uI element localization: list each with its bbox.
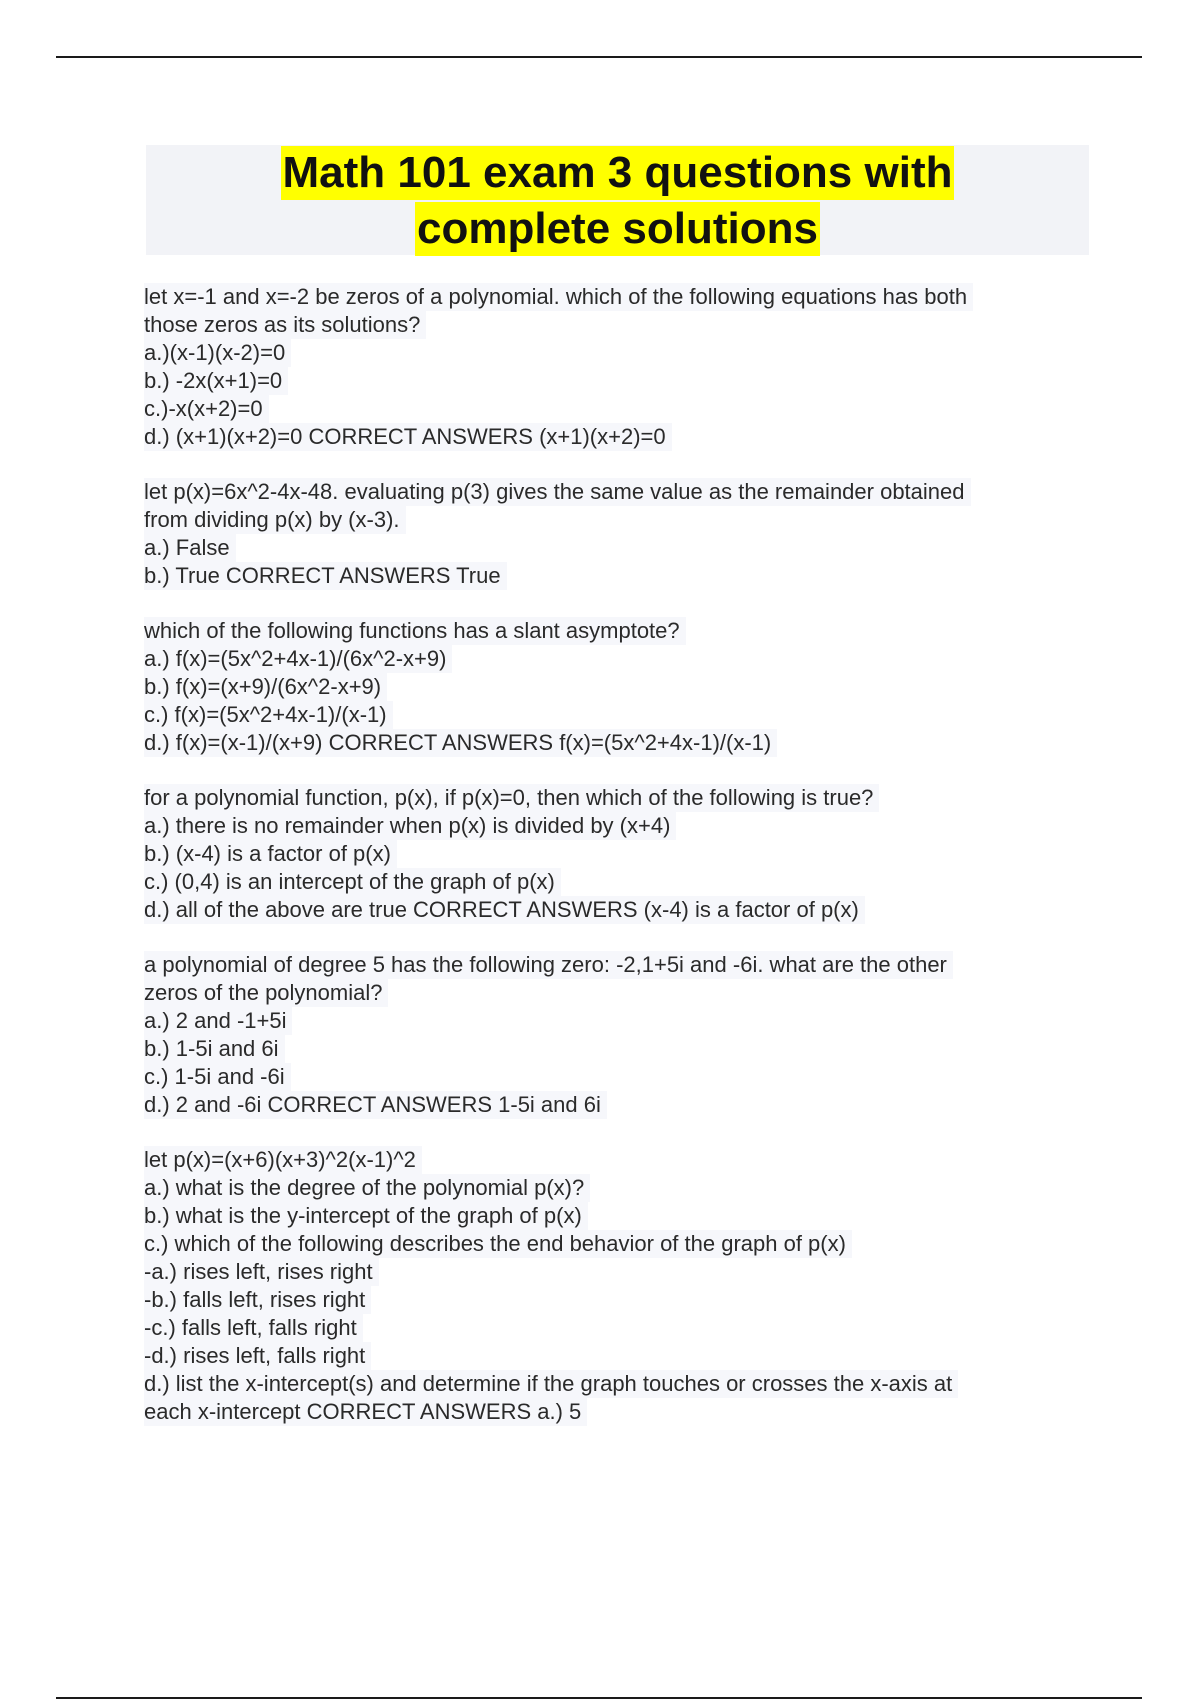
answer-option: a.)(x-1)(x-2)=0 — [144, 339, 291, 367]
answer-option: -a.) rises left, rises right — [144, 1258, 379, 1286]
document-title-line-2: complete solutions — [415, 202, 820, 256]
document-body — [144, 283, 1084, 1453]
sub-question: c.) which of the following describes the end behavior of the graph of p(x) — [144, 1230, 852, 1258]
answer-option: c.) 1-5i and -6i — [144, 1063, 291, 1091]
answer-option: -c.) falls left, falls right — [144, 1314, 363, 1342]
question-block-4 — [144, 784, 1084, 924]
answer-option-with-correct-answer: d.) f(x)=(x-1)/(x+9) CORRECT ANSWERS f(x)=(5x^2+4x-1)/(x-1) — [144, 729, 777, 757]
answer-option-with-correct-answer: d.) (x+1)(x+2)=0 CORRECT ANSWERS (x+1)(x+2)=0 — [144, 423, 672, 451]
answer-option: -d.) rises left, falls right — [144, 1342, 371, 1370]
answer-option: b.) 1-5i and 6i — [144, 1035, 285, 1063]
document-title-line-1: Math 101 exam 3 questions with — [281, 146, 955, 200]
question-block-5 — [144, 951, 1084, 1119]
sub-question-with-correct-answer: each x-intercept CORRECT ANSWERS a.) 5 — [144, 1398, 587, 1426]
answer-option: c.) f(x)=(5x^2+4x-1)/(x-1) — [144, 701, 393, 729]
answer-option-with-correct-answer: d.) 2 and -6i CORRECT ANSWERS 1-5i and 6i — [144, 1091, 607, 1119]
question-block-3 — [144, 617, 1084, 757]
question-text: a polynomial of degree 5 has the following zero: -2,1+5i and -6i. what are the other — [144, 951, 953, 979]
answer-option: a.) 2 and -1+5i — [144, 1007, 292, 1035]
answer-option: a.) False — [144, 534, 236, 562]
answer-option: b.) -2x(x+1)=0 — [144, 367, 288, 395]
answer-option: c.)-x(x+2)=0 — [144, 395, 269, 423]
answer-option: c.) (0,4) is an intercept of the graph of p(x) — [144, 868, 561, 896]
answer-option: a.) f(x)=(5x^2+4x-1)/(6x^2-x+9) — [144, 645, 452, 673]
question-text: let p(x)=(x+6)(x+3)^2(x-1)^2 — [144, 1146, 422, 1174]
answer-option: b.) f(x)=(x+9)/(6x^2-x+9) — [144, 673, 387, 701]
answer-option-with-correct-answer: b.) True CORRECT ANSWERS True — [144, 562, 507, 590]
title-band — [146, 145, 1089, 255]
question-block-6 — [144, 1146, 1084, 1426]
top-rule — [56, 56, 1142, 58]
answer-option-with-correct-answer: d.) all of the above are true CORRECT ANSWERS (x-4) is a factor of p(x) — [144, 896, 865, 924]
answer-option: b.) (x-4) is a factor of p(x) — [144, 840, 397, 868]
question-text: for a polynomial function, p(x), if p(x)=0, then which of the following is true? — [144, 784, 879, 812]
bottom-rule — [56, 1697, 1142, 1699]
question-text: which of the following functions has a slant asymptote? — [144, 617, 686, 645]
question-text: let p(x)=6x^2-4x-48. evaluating p(3) gives the same value as the remainder obtained — [144, 478, 971, 506]
question-text: those zeros as its solutions? — [144, 311, 426, 339]
question-text: zeros of the polynomial? — [144, 979, 388, 1007]
answer-option: -b.) falls left, rises right — [144, 1286, 371, 1314]
question-block-1 — [144, 283, 1084, 451]
sub-question: a.) what is the degree of the polynomial p(x)? — [144, 1174, 590, 1202]
sub-question: d.) list the x-intercept(s) and determine if the graph touches or crosses the x-axis at — [144, 1370, 958, 1398]
sub-question: b.) what is the y-intercept of the graph of p(x) — [144, 1202, 588, 1230]
question-text: from dividing p(x) by (x-3). — [144, 506, 406, 534]
question-text: let x=-1 and x=-2 be zeros of a polynomial. which of the following equations has both — [144, 283, 973, 311]
answer-option: a.) there is no remainder when p(x) is divided by (x+4) — [144, 812, 676, 840]
question-block-2 — [144, 478, 1084, 590]
